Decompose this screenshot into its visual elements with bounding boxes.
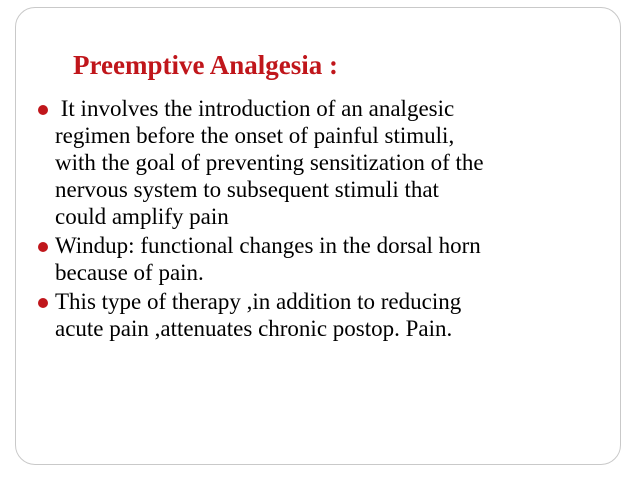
bullet-text-line: with the goal of preventing sensitization of the — [55, 150, 484, 175]
bullet-item — [0, 232, 595, 286]
bullet-text-line: Windup: functional changes in the dorsal horn — [55, 233, 481, 258]
bullet-text-line: regimen before the onset of painful stimuli, — [55, 123, 455, 148]
bullet-text-line: It involves the introduction of an analgesic — [55, 96, 455, 121]
bullet-text-line: could amplify pain — [55, 204, 229, 229]
bullet-text-line: This type of therapy ,in addition to reducing — [55, 289, 462, 314]
bullet-item — [0, 95, 595, 230]
bullet-text-line: acute pain ,attenuates chronic postop. Pain. — [55, 316, 453, 341]
slide-title: Preemptive Analgesia : — [73, 50, 338, 80]
bullet-list — [0, 95, 595, 342]
bullet-text-line: nervous system to subsequent stimuli that — [55, 177, 439, 202]
bullet-item — [0, 288, 595, 342]
bullet-dot-icon — [38, 105, 48, 115]
bullet-dot-icon — [38, 242, 48, 252]
bullet-dot-icon — [38, 298, 48, 308]
bullet-text-line: because of pain. — [55, 260, 204, 285]
